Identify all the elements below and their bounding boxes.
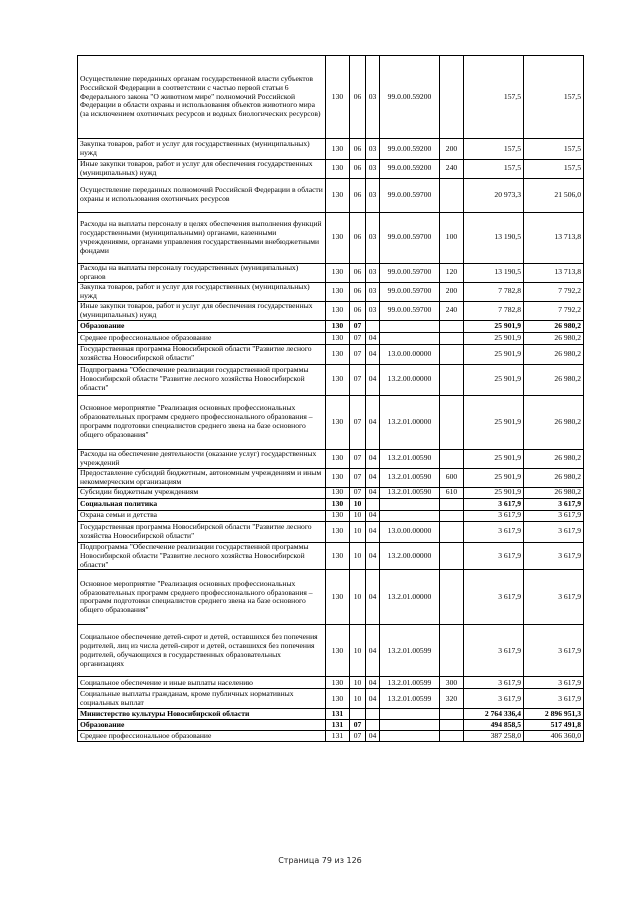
row-csr-cell: 13.2.01.00590 [380,449,440,468]
row-csr-cell: 13.2.00.00000 [380,542,440,570]
row-pr-cell: 03 [366,56,380,139]
row-csr-cell: 99.0.00.59700 [380,301,440,320]
table-row [78,263,584,282]
row-ved-cell: 130 [326,212,350,263]
row-name-cell: Расходы на выплаты персоналу в целях обеспечения выполнения функций государственными (муниципальными) органами, казенными учреждениями, органами управления государственными внебюджетными фондами [78,212,326,263]
row-name-cell: Министерство культуры Новосибирской области [78,709,326,720]
row-pr-cell: 04 [366,487,380,498]
row-name-cell: Основное мероприятие "Реализация основных профессиональных образовательных программ среднего профессионального образования – программ подготовки специалистов среднего звена на базе основного общего образования" [78,395,326,449]
row-vr-cell: 320 [440,689,464,709]
budget-table [77,55,584,742]
row-pr-cell: 04 [366,449,380,468]
row-vr-cell [440,395,464,449]
row-year1-cell: 13 190,5 [464,263,524,282]
row-ved-cell: 130 [326,498,350,510]
row-ved-cell: 130 [326,56,350,139]
row-year2-cell: 157,5 [524,160,584,179]
row-vr-cell: 610 [440,487,464,498]
row-vr-cell [440,542,464,570]
row-year1-cell: 25 901,9 [464,320,524,332]
row-year2-cell: 3 617,9 [524,625,584,677]
row-name-cell: Среднее профессиональное образование [78,332,326,344]
row-year1-cell: 13 190,5 [464,212,524,263]
row-ved-cell: 130 [326,344,350,364]
row-ved-cell: 130 [326,677,350,689]
row-ved-cell: 130 [326,542,350,570]
row-name-cell: Образование [78,320,326,332]
row-ved-cell: 130 [326,364,350,395]
row-csr-cell: 13.2.01.00590 [380,487,440,498]
row-vr-cell [440,709,464,720]
row-name-cell: Закупка товаров, работ и услуг для государственных (муниципальных) нужд [78,282,326,301]
row-vr-cell [440,570,464,625]
row-vr-cell [440,731,464,742]
row-rz-cell: 10 [350,625,366,677]
row-name-cell: Основное мероприятие "Реализация основных профессиональных образовательных программ среднего профессионального образования – программ подготовки специалистов среднего звена на базе основного общего образования" [78,570,326,625]
row-year1-cell: 25 901,9 [464,449,524,468]
row-year2-cell: 7 792,2 [524,282,584,301]
row-csr-cell [380,709,440,720]
row-year1-cell: 3 617,9 [464,625,524,677]
row-vr-cell [440,56,464,139]
row-pr-cell: 04 [366,364,380,395]
row-pr-cell: 04 [366,542,380,570]
row-year2-cell: 13 713,8 [524,212,584,263]
row-year2-cell: 3 617,9 [524,570,584,625]
table-row [78,395,584,449]
table-row [78,731,584,742]
row-pr-cell: 04 [366,677,380,689]
table-row [78,364,584,395]
row-pr-cell: 04 [366,625,380,677]
row-vr-cell: 200 [440,139,464,160]
row-rz-cell: 10 [350,570,366,625]
row-name-cell: Социальные выплаты гражданам, кроме публичных нормативных социальных выплат [78,689,326,709]
row-rz-cell: 07 [350,332,366,344]
row-ved-cell: 130 [326,625,350,677]
row-year1-cell: 157,5 [464,160,524,179]
table-row [78,468,584,487]
row-rz-cell: 07 [350,487,366,498]
row-name-cell: Образование [78,720,326,731]
row-name-cell: Осуществление переданных органам государственной власти субъектов Российской Федерации в соответствии с частью первой статьи 6 Федерального закона "О животном мире" полномочий Российской Федерации в области охраны и использования объектов животного мира (за исключением охотничьих ресурсов и водных биологических ресурсов) [78,56,326,139]
row-ved-cell: 130 [326,301,350,320]
table-row [78,56,584,139]
table-row [78,160,584,179]
row-csr-cell [380,498,440,510]
row-year1-cell: 494 858,5 [464,720,524,731]
row-rz-cell: 06 [350,160,366,179]
row-name-cell: Охрана семьи и детства [78,510,326,521]
row-ved-cell: 130 [326,282,350,301]
row-pr-cell: 04 [366,570,380,625]
row-year2-cell: 3 617,9 [524,542,584,570]
table-row [78,487,584,498]
row-rz-cell: 07 [350,720,366,731]
row-csr-cell: 13.2.01.00000 [380,570,440,625]
row-csr-cell: 99.0.00.59700 [380,282,440,301]
row-name-cell: Расходы на выплаты персоналу государственных (муниципальных) органов [78,263,326,282]
row-pr-cell: 03 [366,178,380,212]
row-year2-cell: 3 617,9 [524,498,584,510]
row-rz-cell: 06 [350,139,366,160]
row-csr-cell [380,720,440,731]
row-rz-cell: 10 [350,542,366,570]
row-pr-cell: 04 [366,689,380,709]
row-ved-cell: 130 [326,160,350,179]
row-name-cell: Социальное обеспечение детей-сирот и детей, оставшихся без попечения родителей, лиц из числа детей-сирот и детей, оставшихся без попечения родителей, обучающихся в государственных образовательных организациях [78,625,326,677]
row-rz-cell: 06 [350,263,366,282]
table-row [78,344,584,364]
row-pr-cell: 03 [366,282,380,301]
row-csr-cell: 13.2.01.00599 [380,677,440,689]
row-ved-cell: 131 [326,731,350,742]
row-ved-cell: 130 [326,320,350,332]
row-year1-cell: 20 973,3 [464,178,524,212]
row-year1-cell: 157,5 [464,56,524,139]
row-year2-cell: 26 980,2 [524,344,584,364]
row-year2-cell: 3 617,9 [524,521,584,542]
row-vr-cell: 120 [440,263,464,282]
row-ved-cell: 130 [326,570,350,625]
row-rz-cell: 07 [350,731,366,742]
row-year2-cell: 26 980,2 [524,364,584,395]
table-row [78,709,584,720]
row-pr-cell [366,320,380,332]
row-csr-cell: 99.0.00.59200 [380,160,440,179]
row-csr-cell: 13.2.01.00000 [380,395,440,449]
row-year1-cell: 3 617,9 [464,510,524,521]
row-ved-cell: 130 [326,689,350,709]
row-vr-cell [440,332,464,344]
row-ved-cell: 130 [326,510,350,521]
row-pr-cell: 04 [366,468,380,487]
row-ved-cell: 130 [326,139,350,160]
row-year1-cell: 2 764 336,4 [464,709,524,720]
row-year1-cell: 25 901,9 [464,344,524,364]
row-rz-cell: 06 [350,301,366,320]
row-year2-cell: 26 980,2 [524,449,584,468]
row-rz-cell [350,709,366,720]
row-year1-cell: 3 617,9 [464,498,524,510]
row-year2-cell: 2 896 951,3 [524,709,584,720]
table-row [78,720,584,731]
row-csr-cell: 99.0.00.59200 [380,139,440,160]
row-year1-cell: 387 258,0 [464,731,524,742]
row-csr-cell: 99.0.00.59700 [380,212,440,263]
row-pr-cell: 03 [366,139,380,160]
row-ved-cell: 130 [326,395,350,449]
row-csr-cell [380,510,440,521]
row-pr-cell [366,709,380,720]
row-pr-cell [366,720,380,731]
row-year2-cell: 3 617,9 [524,689,584,709]
row-year2-cell: 21 506,0 [524,178,584,212]
row-rz-cell: 06 [350,56,366,139]
row-name-cell: Среднее профессиональное образование [78,731,326,742]
row-rz-cell: 10 [350,677,366,689]
row-pr-cell: 03 [366,212,380,263]
row-vr-cell: 240 [440,301,464,320]
table-row [78,139,584,160]
table-row [78,498,584,510]
row-year2-cell: 26 980,2 [524,468,584,487]
row-vr-cell: 200 [440,282,464,301]
row-csr-cell: 99.0.00.59700 [380,263,440,282]
row-rz-cell: 06 [350,282,366,301]
table-row [78,570,584,625]
page-footer: Страница 79 из 126 [278,856,362,865]
row-name-cell: Подпрограмма "Обеспечение реализации государственной программы Новосибирской области "Развитие лесного хозяйства Новосибирской области" [78,364,326,395]
row-rz-cell: 07 [350,364,366,395]
row-vr-cell [440,364,464,395]
row-name-cell: Иные закупки товаров, работ и услуг для обеспечения государственных (муниципальных) нужд [78,301,326,320]
row-ved-cell: 130 [326,487,350,498]
row-rz-cell: 07 [350,468,366,487]
row-year2-cell: 406 360,0 [524,731,584,742]
row-vr-cell: 240 [440,160,464,179]
row-year2-cell: 26 980,2 [524,395,584,449]
row-year2-cell: 26 980,2 [524,332,584,344]
row-csr-cell: 13.2.00.00000 [380,364,440,395]
row-ved-cell: 130 [326,178,350,212]
row-vr-cell: 300 [440,677,464,689]
table-row [78,178,584,212]
row-year2-cell: 26 980,2 [524,487,584,498]
row-pr-cell: 04 [366,510,380,521]
row-rz-cell: 07 [350,395,366,449]
row-vr-cell: 600 [440,468,464,487]
row-year1-cell: 157,5 [464,139,524,160]
row-name-cell: Предоставление субсидий бюджетным, автономным учреждениям и иным некоммерческим организациям [78,468,326,487]
table-body [78,56,584,742]
row-vr-cell [440,625,464,677]
row-vr-cell [440,178,464,212]
table-row [78,282,584,301]
row-vr-cell [440,521,464,542]
row-ved-cell: 130 [326,521,350,542]
row-pr-cell: 04 [366,332,380,344]
row-pr-cell [366,498,380,510]
row-year1-cell: 7 782,8 [464,282,524,301]
row-rz-cell: 10 [350,510,366,521]
row-year2-cell: 3 617,9 [524,510,584,521]
table-row [78,521,584,542]
row-name-cell: Расходы на обеспечение деятельности (оказание услуг) государственных учреждений [78,449,326,468]
row-year2-cell: 13 713,8 [524,263,584,282]
row-csr-cell: 99.0.00.59200 [380,56,440,139]
row-vr-cell [440,449,464,468]
table-row [78,301,584,320]
row-year1-cell: 25 901,9 [464,395,524,449]
table-row [78,212,584,263]
row-pr-cell: 04 [366,521,380,542]
row-name-cell: Государственная программа Новосибирской области "Развитие лесного хозяйства Новосибирской области" [78,344,326,364]
table-row [78,677,584,689]
row-year1-cell: 25 901,9 [464,364,524,395]
row-name-cell: Субсидии бюджетным учреждениям [78,487,326,498]
row-rz-cell: 10 [350,689,366,709]
row-vr-cell [440,344,464,364]
row-rz-cell: 07 [350,344,366,364]
row-pr-cell: 03 [366,301,380,320]
row-rz-cell: 07 [350,320,366,332]
row-name-cell: Иные закупки товаров, работ и услуг для обеспечения государственных (муниципальных) нужд [78,160,326,179]
row-year1-cell: 3 617,9 [464,521,524,542]
row-year2-cell: 157,5 [524,56,584,139]
row-name-cell: Закупка товаров, работ и услуг для государственных (муниципальных) нужд [78,139,326,160]
row-name-cell: Подпрограмма "Обеспечение реализации государственной программы Новосибирской области "Развитие лесного хозяйства Новосибирской области" [78,542,326,570]
row-ved-cell: 130 [326,468,350,487]
row-name-cell: Социальное обеспечение и иные выплаты населению [78,677,326,689]
row-pr-cell: 03 [366,263,380,282]
row-name-cell: Государственная программа Новосибирской области "Развитие лесного хозяйства Новосибирской области" [78,521,326,542]
table-row [78,510,584,521]
row-year2-cell: 3 617,9 [524,677,584,689]
row-ved-cell: 131 [326,709,350,720]
row-csr-cell: 13.0.00.00000 [380,521,440,542]
row-year1-cell: 25 901,9 [464,487,524,498]
row-rz-cell: 10 [350,521,366,542]
table-row [78,689,584,709]
row-pr-cell: 04 [366,395,380,449]
row-csr-cell [380,332,440,344]
row-year2-cell: 517 491,8 [524,720,584,731]
row-ved-cell: 131 [326,720,350,731]
row-year2-cell: 26 980,2 [524,320,584,332]
row-year2-cell: 157,5 [524,139,584,160]
row-year1-cell: 25 901,9 [464,332,524,344]
row-year1-cell: 3 617,9 [464,542,524,570]
row-year1-cell: 3 617,9 [464,689,524,709]
row-csr-cell: 13.0.00.00000 [380,344,440,364]
row-ved-cell: 130 [326,332,350,344]
row-csr-cell: 13.2.01.00599 [380,689,440,709]
row-year1-cell: 25 901,9 [464,468,524,487]
row-ved-cell: 130 [326,263,350,282]
row-vr-cell [440,510,464,521]
row-csr-cell: 99.0.00.59700 [380,178,440,212]
row-year1-cell: 3 617,9 [464,677,524,689]
table-row [78,449,584,468]
row-vr-cell: 100 [440,212,464,263]
row-vr-cell [440,320,464,332]
row-rz-cell: 10 [350,498,366,510]
row-rz-cell: 07 [350,449,366,468]
row-csr-cell [380,731,440,742]
row-pr-cell: 03 [366,160,380,179]
table-row [78,625,584,677]
row-name-cell: Осуществление переданных полномочий Российской Федерации в области охраны и использования охотничьих ресурсов [78,178,326,212]
table-row [78,332,584,344]
row-rz-cell: 06 [350,212,366,263]
row-pr-cell: 04 [366,344,380,364]
row-vr-cell [440,498,464,510]
row-csr-cell [380,320,440,332]
row-csr-cell: 13.2.01.00599 [380,625,440,677]
row-year1-cell: 7 782,8 [464,301,524,320]
row-pr-cell: 04 [366,731,380,742]
row-ved-cell: 130 [326,449,350,468]
row-year2-cell: 7 792,2 [524,301,584,320]
row-year1-cell: 3 617,9 [464,570,524,625]
table-row [78,320,584,332]
table-row [78,542,584,570]
row-rz-cell: 06 [350,178,366,212]
row-csr-cell: 13.2.01.00590 [380,468,440,487]
row-vr-cell [440,720,464,731]
row-name-cell: Социальная политика [78,498,326,510]
